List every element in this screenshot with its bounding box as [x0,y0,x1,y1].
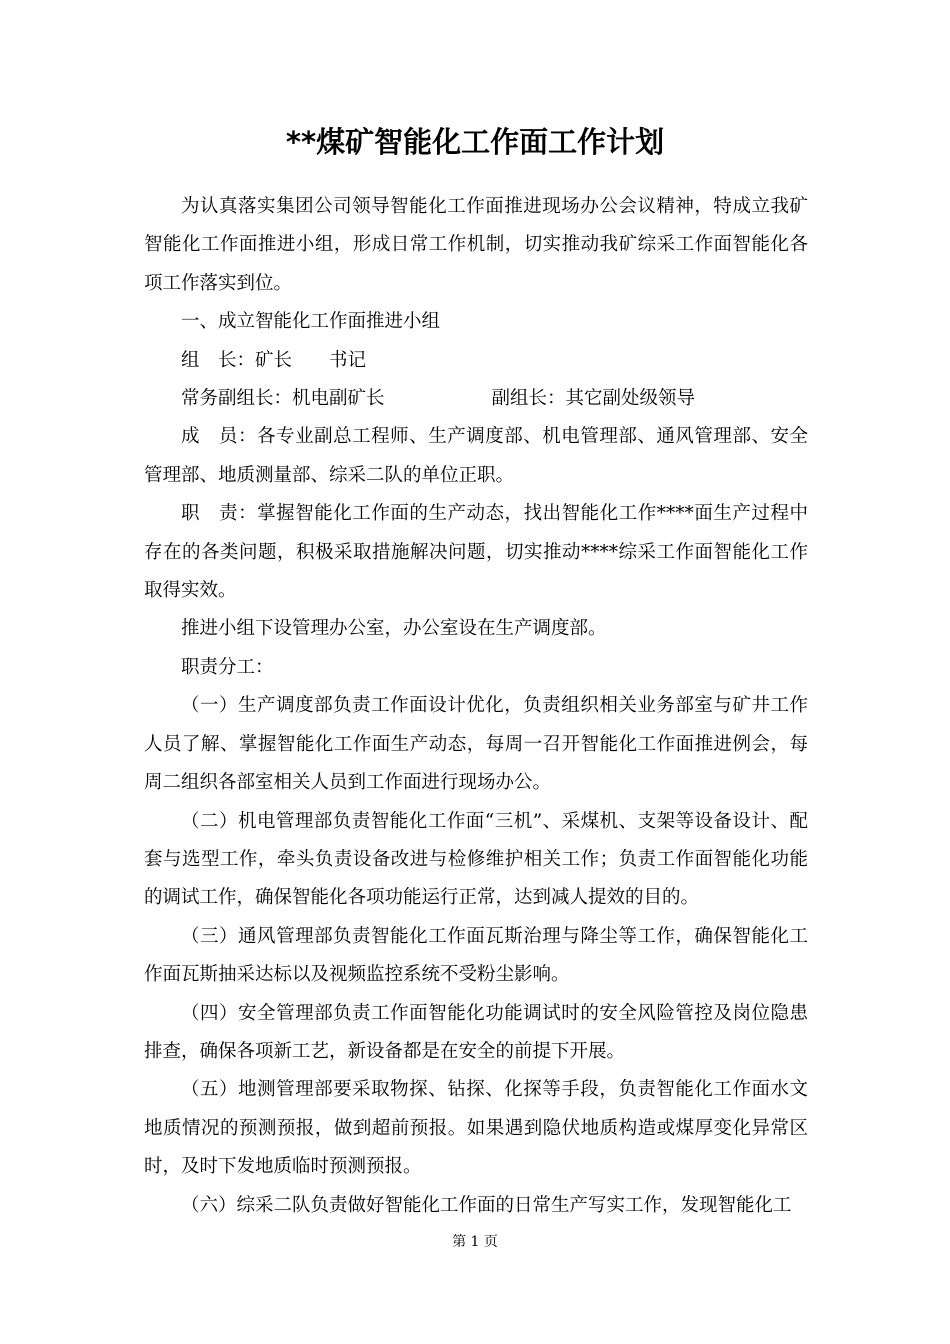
duty-item: （六）综采二队负责做好智能化工作面的日常生产写实工作，发现智能化工 [181,1194,792,1216]
duty-item: （五）地测管理部要采取物探、钻探、化探等手段，负责智能化工作面水文地质情况的预测预报，做到超前预报。如果遇到隐伏地质构造或煤厚变化异常区时，及时下发地质临时预测预报。 [144,1079,808,1178]
page-number: 第 1 页 [452,1234,498,1250]
section-heading: 一、成立智能化工作面推进小组 [181,311,441,333]
document-body [144,188,808,1225]
division-heading: 职责分工： [181,656,274,678]
duty-item: （四）安全管理部负责工作面智能化功能调试时的安全风险管控及岗位隐患排查，确保各项新工艺，新设备都是在安全的前提下开展。 [144,1002,808,1062]
executive-deputy: 常务副组长：机电副矿长 [181,388,385,410]
deputy: 副组长：其它副处级领导 [491,388,696,410]
duty-item: （二）机电管理部负责智能化工作面“三机”、采煤机、支架等设备设计、配套与选型工作，牵头负责设备改进与检修维护相关工作；负责工作面智能化功能的调试工作，确保智能化各项功能运行正常，达到减人提效的目的。 [144,810,808,909]
duty-item: （三）通风管理部负责智能化工作面瓦斯治理与降尘等工作，确保智能化工作面瓦斯抽采达标以及视频监控系统不受粉尘影响。 [144,925,808,986]
members-paragraph: 成 员：各专业副总工程师、生产调度部、机电管理部、通风管理部、安全管理部、地质测量部、综采二队的单位正职。 [144,426,808,486]
leader-line: 组 长：矿长 书记 [181,349,367,371]
office-paragraph: 推进小组下设管理办公室，办公室设在生产调度部。 [181,618,607,640]
duty-item: （一）生产调度部负责工作面设计优化，负责组织相关业务部室与矿井工作人员了解、掌握智能化工作面生产动态，每周一召开智能化工作面推进例会，每周二组织各部室相关人员到工作面进行现场办公。 [144,695,808,794]
intro-paragraph: 为认真落实集团公司领导智能化工作面推进现场办公会议精神，特成立我矿智能化工作面推进小组，形成日常工作机制，切实推动我矿综采工作面智能化各项工作落实到位。 [144,196,808,294]
deputy-row [144,380,808,418]
document-title: **煤矿智能化工作面工作计划 [285,125,665,159]
duties-paragraph: 职 责：掌握智能化工作面的生产动态，找出智能化工作****面生产过程中存在的各类问题，积极采取措施解决问题，切实推动****综采工作面智能化工作取得实效。 [144,503,808,602]
